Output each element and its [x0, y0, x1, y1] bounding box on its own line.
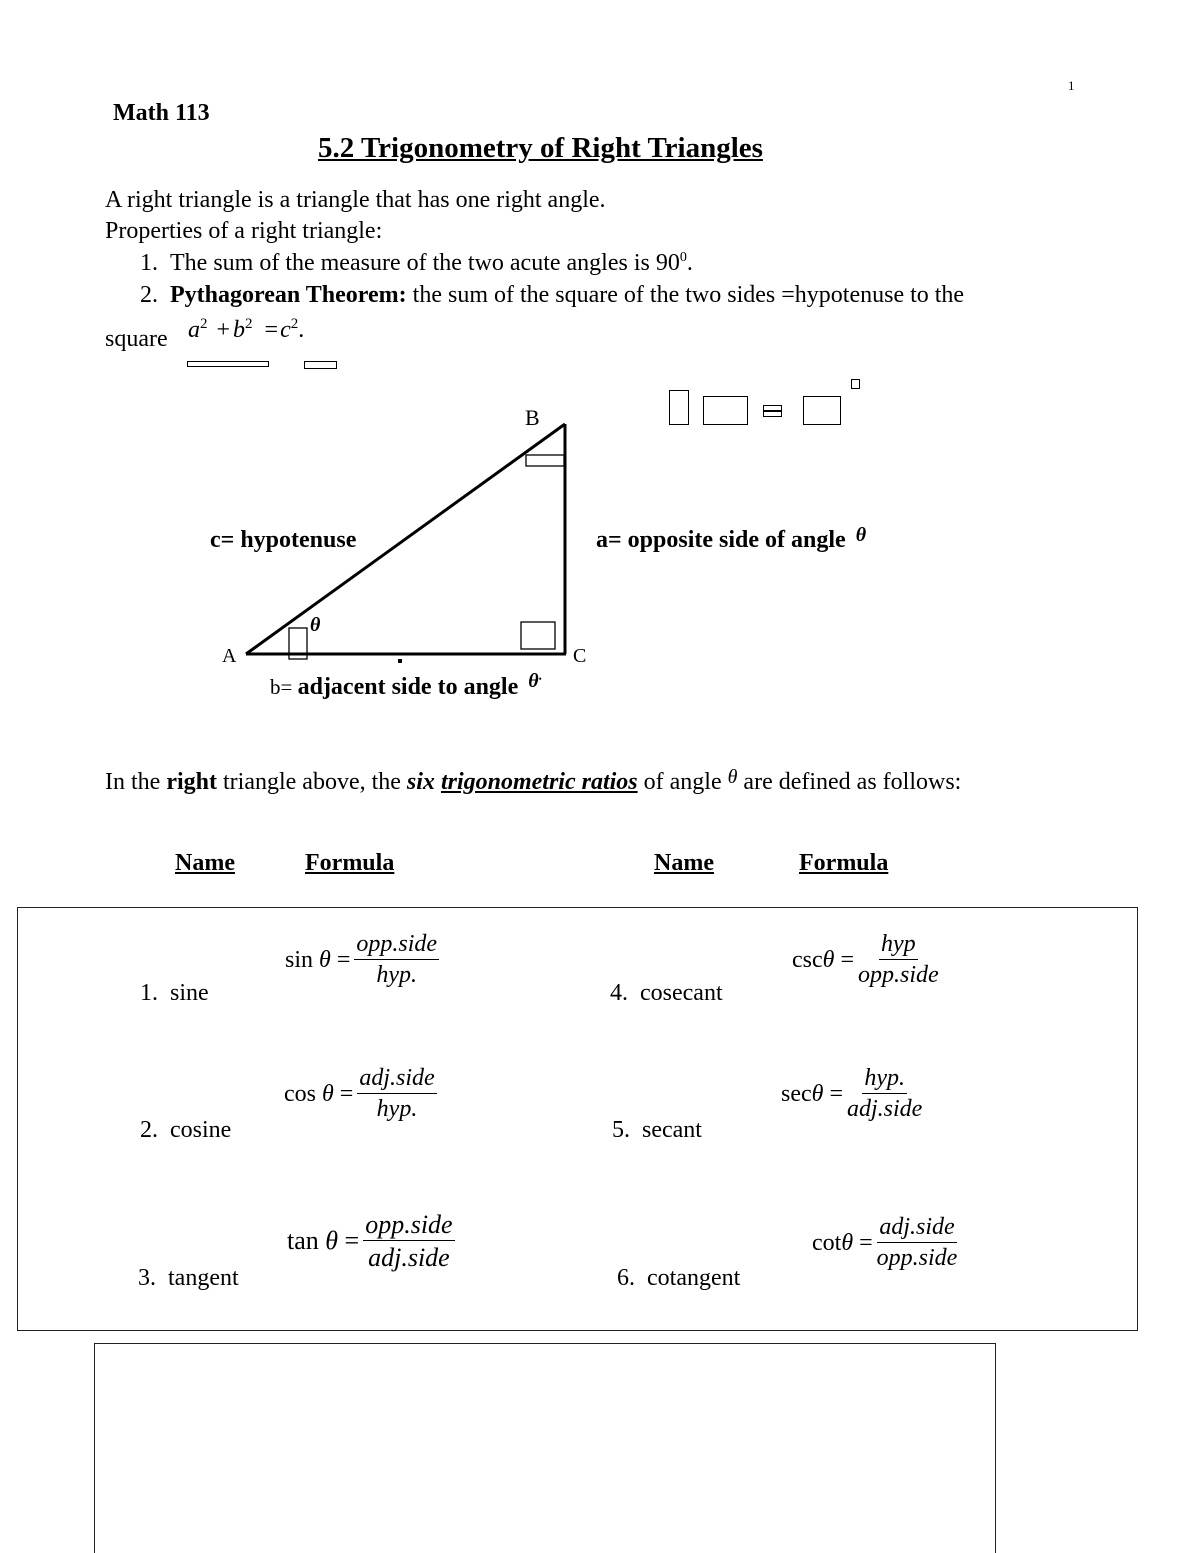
equals-sign: =	[829, 1080, 843, 1107]
equals-sign: =	[336, 946, 351, 973]
numerator: hyp.	[862, 1066, 907, 1094]
ratio-number: 1.	[140, 980, 158, 1006]
eq-c: c	[280, 317, 291, 343]
sentence-part: are defined as follows:	[737, 769, 962, 795]
sentence-part: In the	[105, 769, 167, 795]
adjacent-dot: •	[538, 674, 542, 684]
ratio-name: cosecant	[640, 980, 723, 1006]
numerator: adj.side	[357, 1066, 436, 1094]
denominator: adj.side	[368, 1243, 450, 1273]
theta-symbol: θ	[325, 1226, 339, 1256]
sentence-theta: θ	[727, 766, 738, 788]
eq-b: b	[233, 317, 246, 343]
ratio-number: 3.	[138, 1265, 156, 1291]
property-2-text: the sum of the square of the two sides =hypotenuse to the	[406, 282, 965, 308]
adjacent-prefix: b=	[270, 675, 298, 699]
eq-end: .	[298, 317, 305, 343]
eq-b-exp: 2	[245, 316, 253, 332]
ratio-cosine	[140, 1117, 231, 1144]
ratio-cosecant	[610, 980, 723, 1007]
numerator: hyp	[879, 932, 918, 960]
ratio-name: sine	[170, 980, 209, 1006]
header-name-right: Name	[654, 850, 714, 876]
function-name: tan	[287, 1226, 319, 1256]
property-1-text: The sum of the measure of the two acute angles is 90	[170, 250, 680, 276]
cotangent-formula	[812, 1215, 957, 1271]
right-angle-marker	[521, 622, 555, 649]
theta-symbol: θ	[841, 1229, 854, 1256]
theta-symbol: θ	[811, 1080, 824, 1107]
properties-heading: Properties of a right triangle:	[105, 218, 383, 244]
property-2-continued: square	[105, 326, 168, 352]
eq-a-exp: 2	[200, 316, 208, 332]
ratios-sentence	[105, 766, 962, 796]
eq-plus: +	[216, 317, 231, 343]
ratio-name: secant	[642, 1117, 702, 1143]
course-label: Math 113	[113, 100, 210, 126]
equals-sign: =	[339, 1080, 354, 1107]
equals-sign: =	[344, 1226, 360, 1256]
ratio-number: 2.	[140, 1117, 158, 1143]
ratio-name: cotangent	[647, 1265, 741, 1291]
ratio-number: 6.	[617, 1265, 635, 1291]
denominator: adj.side	[847, 1096, 923, 1123]
equals-sign: =	[840, 946, 854, 973]
function-name: sin	[285, 946, 314, 973]
ratio-secant	[612, 1117, 702, 1144]
ratio-number: 5.	[612, 1117, 630, 1143]
theta-symbol: θ	[322, 1080, 334, 1107]
tangent-formula	[287, 1211, 455, 1272]
eq-a: a	[188, 317, 200, 343]
adjacent-label-text: adjacent side to angle	[297, 674, 519, 700]
numerator: opp.side	[363, 1211, 454, 1241]
header-name-left: Name	[175, 850, 235, 876]
notes-box	[94, 1343, 996, 1553]
function-name: csc	[792, 946, 823, 973]
denominator: hyp.	[376, 962, 418, 989]
eq-c-exp: 2	[290, 316, 299, 332]
midpoint-dot	[398, 659, 402, 663]
cosine-formula	[284, 1066, 437, 1122]
adjacent-label	[270, 670, 542, 701]
function-name: cot	[812, 1229, 842, 1256]
secant-formula	[781, 1066, 922, 1122]
sentence-part: triangle above, the	[216, 769, 407, 795]
vertex-c-label: C	[573, 645, 587, 667]
opposite-label	[596, 524, 867, 554]
opposite-label-text: a= opposite side of angle	[596, 527, 846, 553]
function-name: sec	[781, 1080, 812, 1107]
sentence-six: six	[406, 769, 435, 795]
ratio-tangent	[138, 1265, 239, 1292]
opposite-theta: θ	[855, 524, 867, 546]
adjacent-theta: θ	[528, 670, 539, 692]
ratio-sine	[140, 980, 209, 1007]
equals-sign: =	[859, 1229, 873, 1256]
vertex-b-label: B	[525, 405, 540, 430]
page-title: 5.2 Trigonometry of Right Triangles	[318, 132, 763, 164]
theta-angle-label: θ	[310, 614, 321, 636]
denominator: opp.side	[876, 1245, 958, 1272]
sine-formula	[285, 932, 439, 988]
function-name: cos	[284, 1080, 316, 1107]
numerator: opp.side	[354, 932, 439, 960]
header-formula-right: Formula	[799, 850, 889, 876]
intro-line: A right triangle is a triangle that has one right angle.	[105, 187, 606, 213]
ratio-number: 4.	[610, 980, 628, 1006]
page-number: 1	[1068, 78, 1075, 93]
property-1-number: 1.	[140, 250, 158, 276]
denominator: hyp.	[376, 1096, 418, 1123]
ratio-cotangent	[617, 1265, 740, 1292]
theta-symbol: θ	[822, 946, 835, 973]
sentence-trig-ratios: trigonometric ratios	[440, 769, 638, 795]
numerator: adj.side	[877, 1215, 956, 1243]
ratio-name: cosine	[170, 1117, 232, 1143]
vertex-a-label: A	[222, 645, 237, 667]
property-2-number: 2.	[140, 282, 158, 308]
property-1-end: .	[686, 250, 693, 276]
header-formula-left: Formula	[305, 850, 395, 876]
denominator: opp.side	[858, 962, 939, 989]
ratio-name: tangent	[168, 1265, 239, 1291]
property-2-bold: Pythagorean Theorem:	[170, 282, 407, 308]
property-1-sup: 0	[679, 250, 687, 265]
cosecant-formula	[792, 932, 939, 988]
sentence-right: right	[166, 769, 217, 795]
artifact-box	[526, 455, 564, 466]
theta-symbol: θ	[319, 946, 331, 973]
eq-equals: =	[264, 317, 279, 343]
hypotenuse-label: c= hypotenuse	[210, 527, 357, 553]
sentence-part: of angle	[637, 769, 728, 795]
